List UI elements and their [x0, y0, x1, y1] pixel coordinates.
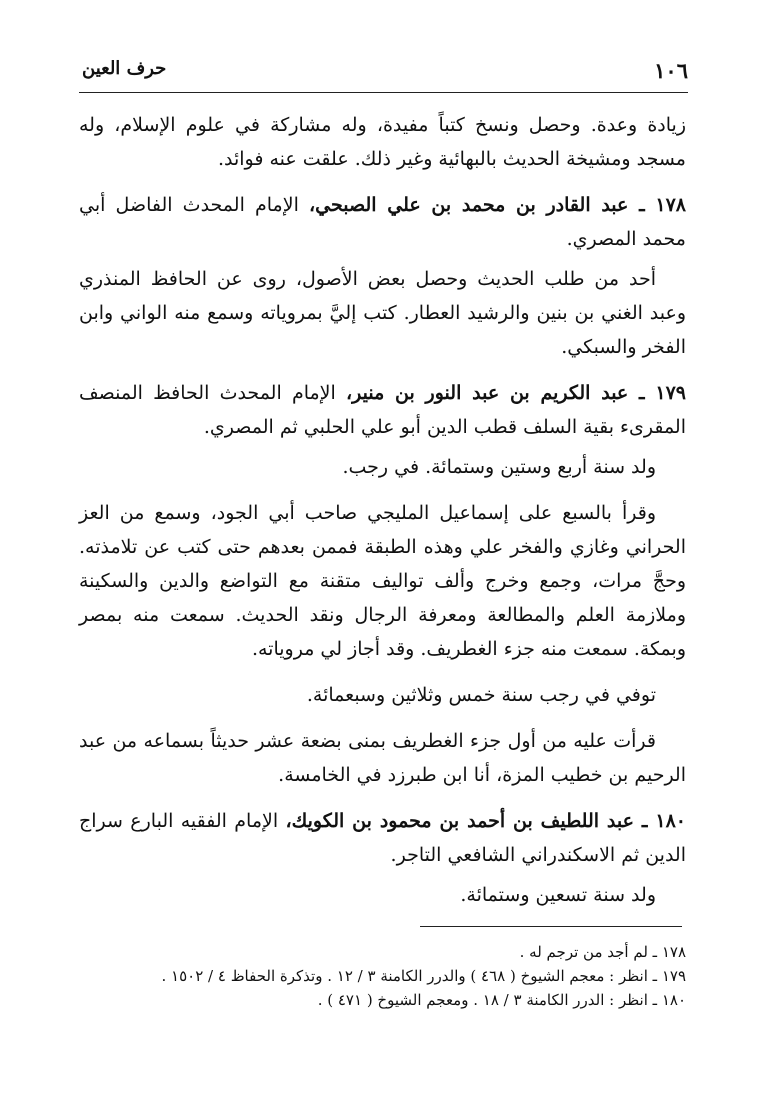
paragraph: [79, 108, 686, 176]
entry-name: عبد القادر بن محمد بن علي الصبحي،: [309, 194, 629, 216]
paragraph: [79, 724, 686, 792]
footnote: ١٨٠ ـ انظر : الدرر الكامنة ٣ / ١٨ . ومعجم الشيوخ ( ٤٧١ ) .: [317, 991, 686, 1009]
biography-entry: [79, 804, 686, 872]
paragraph-text: وقرأ بالسبع على إسماعيل المليجي صاحب أبي الجود، وسمع من العز الحراني وغازي والفخر علي وهذه الطبقة فممن بعدهم حتى كتب عن تلامذته. وحجَّ مرات، وجمع وخرج وألف تواليف متقنة مع التواضع والدين والسكينة وملازمة العلم والمطالعة ومعرفة الرجال ونقد الحديث. سمعت منه بمصر وبمكة. سمعت منه جزء الغطريف. وقد أجاز لي مروياته.: [79, 502, 686, 660]
paragraph: [79, 496, 686, 666]
footnote: ١٧٨ ـ لم أجد من ترجم له .: [519, 943, 686, 961]
page-body: [79, 108, 686, 924]
entry-number: ١٨٠ ـ: [633, 810, 686, 832]
page-number: ١٠٦: [654, 58, 688, 83]
entry-name: عبد اللطيف بن أحمد بن محمود بن الكويك،: [285, 810, 634, 832]
biography-entry: [79, 376, 686, 444]
paragraph-text: قرأت عليه من أول جزء الغطريف بمنى بضعة عشر حديثاً بسماعه من عبد الرحيم بن خطيب المزة، أنا ابن طبرزد في الخامسة.: [79, 730, 686, 786]
entry-number: ١٧٩ ـ: [628, 382, 687, 404]
header-rule: [79, 92, 688, 93]
entry-text: الإمام الفقيه البارع سراج الدين ثم الاسكندراني الشافعي التاجر.: [79, 810, 686, 866]
paragraph: [79, 878, 686, 912]
paragraph-text: أحد من طلب الحديث وحصل بعض الأصول، روى عن الحافظ المنذري وعبد الغني بن بنين والرشيد العطار. كتب إليَّ بمروياته وسمع منه الواني وابن الفخر والسبكي.: [79, 268, 686, 358]
paragraph-text: ولد سنة تسعين وستمائة.: [460, 884, 656, 906]
chapter-title: حرف العين: [82, 58, 167, 79]
paragraph-text: ولد سنة أربع وستين وستمائة. في رجب.: [342, 456, 656, 478]
footnote-rule: [420, 926, 682, 927]
entry-name: عبد الكريم بن عبد النور بن منير،: [346, 382, 629, 404]
paragraph-text: زيادة وعدة. وحصل ونسخ كتباً مفيدة، وله مشاركة في علوم الإسلام، وله مسجد ومشيخة الحديث بالبهائية وغير ذلك. علقت عنه فوائد.: [79, 114, 686, 170]
paragraph-text: توفي في رجب سنة خمس وثلاثين وسبعمائة.: [306, 684, 656, 706]
biography-entry: [79, 188, 686, 256]
footnotes: [79, 940, 686, 1012]
entry-number: ١٧٨ ـ: [628, 194, 687, 216]
paragraph: [79, 678, 686, 712]
entry-text: الإمام المحدث الحافظ المنصف المقرىء بقية السلف قطب الدين أبو علي الحلبي ثم المصري.: [79, 382, 686, 438]
footnote: ١٧٩ ـ انظر : معجم الشيوخ ( ٤٦٨ ) والدرر الكامنة ٣ / ١٢ . وتذكرة الحفاظ ٤ / ١٥٠٢ .: [161, 967, 686, 985]
entry-text: الإمام المحدث الفاضل أبي محمد المصري.: [79, 194, 686, 250]
paragraph: [79, 450, 686, 484]
paragraph: [79, 262, 686, 364]
